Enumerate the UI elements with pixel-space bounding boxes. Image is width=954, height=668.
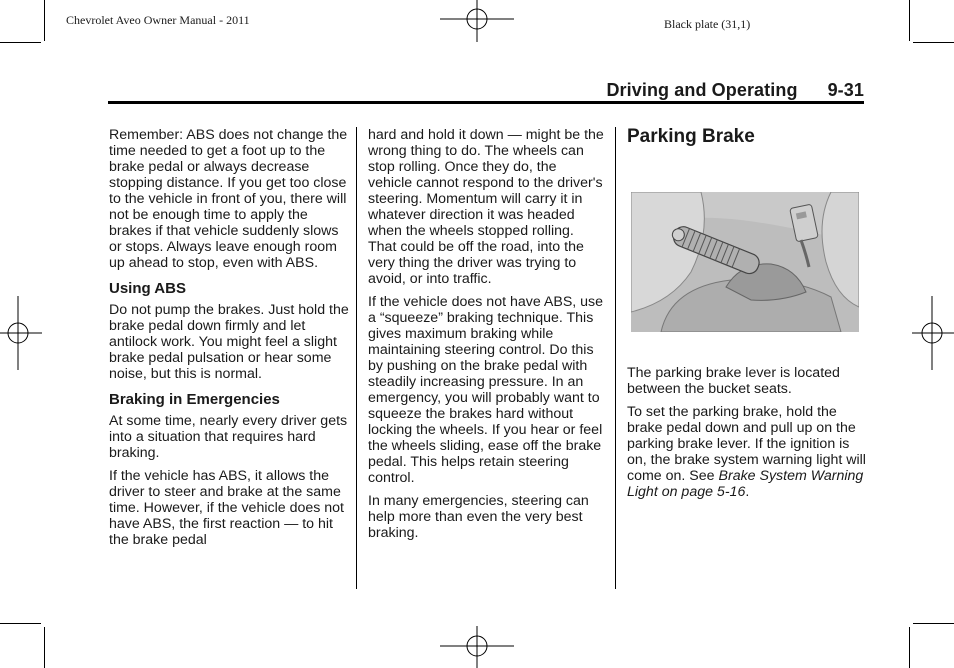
registration-mark-left	[0, 296, 44, 370]
crop-mark	[0, 42, 41, 43]
paragraph-set-parking-brake	[627, 404, 867, 500]
paragraph: At some time, nearly every driver gets into a situation that requires hard braking.	[109, 413, 348, 461]
crop-mark	[0, 623, 41, 624]
page-number: 9-31	[827, 80, 864, 100]
column-divider	[615, 127, 616, 589]
crop-mark	[44, 627, 45, 668]
header-rule	[108, 101, 864, 104]
paragraph: The parking brake lever is located between the bucket seats.	[627, 365, 840, 397]
crop-mark	[909, 0, 910, 41]
column-divider	[356, 127, 357, 589]
paragraph: If the vehicle does not have ABS, use a “squeeze” braking technique. This gives maximum braking while maintaining steering control. Do this by pushing on the brake pedal with steadily increasing pressure. In an emergency, you will probably want to squeeze the brakes hard without locking the wheels. If you hear or feel the wheels sliding, ease off the brake pedal. This helps retain steering control.	[368, 294, 604, 486]
paragraph: If the vehicle has ABS, it allows the driver to steer and brake at the same time. However, if the vehicle does not have ABS, the first reaction — to hit the brake pedal	[109, 468, 345, 548]
registration-mark-bottom	[440, 624, 514, 668]
column-3	[627, 365, 867, 507]
paragraph: In many emergencies, steering can help more than even the very best braking.	[368, 493, 589, 541]
registration-mark-top	[440, 0, 514, 44]
paragraph: hard and hold it down — might be the wrong thing to do. The wheels can stop rolling. Once they do, the vehicle cannot respond to the driver's steering. Momentum will carry it in whatever direction it was headed when the wheels stopped rolling. That could be off the road, into the very thing the driver was trying to avoid, or into traffic.	[368, 127, 604, 287]
crop-mark	[909, 627, 910, 668]
paragraph-text: To set the parking brake, hold the brake pedal down and pull up on the parking brake lever. If the ignition is on, the brake system warning light will come on. See	[627, 404, 866, 484]
registration-mark-right	[910, 296, 954, 370]
print-header-right: Black plate (31,1)	[664, 17, 751, 31]
crop-mark	[913, 42, 954, 43]
heading-braking-emergencies: Braking in Emergencies	[109, 391, 280, 408]
crop-mark	[44, 0, 45, 41]
column-1	[109, 127, 349, 555]
paragraph: Do not pump the brakes. Just hold the brake pedal down firmly and let antilock work. You might feel a slight brake pedal pulsation or hear some noise, but this is normal.	[109, 302, 349, 382]
section-header	[108, 80, 864, 101]
cross-reference: Brake System Warning Light on page 5-16	[627, 468, 864, 500]
paragraph: Remember: ABS does not change the time needed to get a foot up to the brake pedal or always decrease stopping distance. If you get too close to the vehicle in front of you, there will not be enough time to apply the brakes if that vehicle suddenly slows or stops. Always leave enough room up ahead to stop, even with ABS.	[109, 127, 348, 271]
heading-parking-brake: Parking Brake	[627, 126, 755, 147]
section-title: Driving and Operating	[606, 80, 798, 100]
crop-mark	[913, 623, 954, 624]
column-2	[368, 127, 604, 548]
print-header-left: Chevrolet Aveo Owner Manual - 2011	[66, 13, 250, 27]
heading-using-abs: Using ABS	[109, 280, 186, 297]
parking-brake-illustration	[631, 192, 859, 332]
paragraph-text-end: .	[745, 484, 750, 500]
